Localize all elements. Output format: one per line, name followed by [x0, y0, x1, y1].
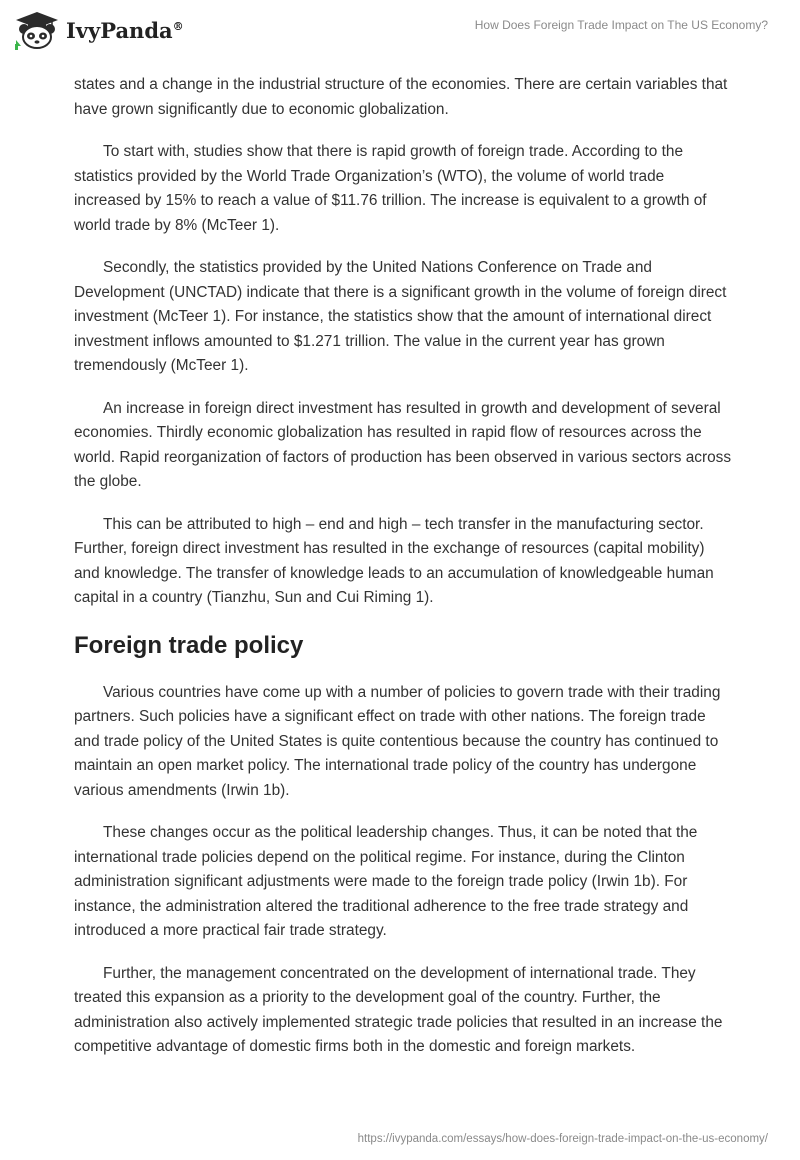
logo[interactable] [14, 10, 184, 50]
paragraph: To start with, studies show that there is rapid growth of foreign trade. According to the statistics provided by the World Trade Organization’s (WTO), the volume of world trade increased by 15% to reach a value of $11.76 trillion. The increase is equivalent to a growth of world trade by 8% (McTeer 1). [74, 143, 707, 234]
essay-body [74, 73, 734, 1078]
paragraph: An increase in foreign direct investment has resulted in growth and development of several economies. Thirdly economic globalization has resulted in rapid flow of resources across the world. Rapid reorganization of factors of production has been observed in various sectors across the globe. [74, 399, 732, 490]
panda-logo-icon [14, 10, 60, 50]
paragraph: Secondly, the statistics provided by the United Nations Conference on Trade and Development (UNCTAD) indicate that there is a significant growth in the volume of foreign direct investment (McTeer 1). For instance, the statistics show that the amount of international direct investment inflows amounted to $1.271 trillion. The value in the current year has grown tremendously (McTeer 1). [74, 259, 727, 374]
logo-text: IvyPanda® [66, 17, 184, 43]
paragraph: Various countries have come up with a number of policies to govern trade with their trading partners. Such policies have a significant effect on trade with other nations. The foreign trade and trade policy of the United States is quite contentious because the country has continued to maintain an open market policy. The international trade policy of the country has undergone various amendments (Irwin 1b). [74, 683, 721, 799]
document-title: How Does Foreign Trade Impact on The US Economy? [474, 18, 768, 32]
paragraph: states and a change in the industrial structure of the economies. There are certain variables that have grown significantly due to economic globalization. [74, 76, 728, 118]
paragraph: Further, the management concentrated on the development of international trade. They treated this expansion as a priority to the development goal of the country. Further, the administration also actively implemented strategic trade policies that resulted in an increase the competitive advantage of domestic firms both in the domestic and foreign markets. [74, 964, 723, 1055]
paragraph: This can be attributed to high – end and high – tech transfer in the manufacturing sector. Further, foreign direct investment has resulted in the exchange of resources (capital mobility) and knowledge. The transfer of knowledge leads to an accumulation of knowledgeable human capital in a country (Tianzhu, Sun and Cui Riming 1). [74, 515, 714, 606]
source-url[interactable]: https://ivypanda.com/essays/how-does-foreign-trade-impact-on-the-us-economy/ [357, 1133, 768, 1145]
page-header [0, 0, 800, 72]
section-heading: Foreign trade policy [74, 631, 304, 659]
paragraph: These changes occur as the political leadership changes. Thus, it can be noted that the international trade policies depend on the political regime. For instance, during the Clinton administration significant adjustments were made to the foreign trade policy (Irwin 1b). For instance, the administration altered the traditional adherence to the free trade strategy and introduced a more practical fair trade strategy. [74, 824, 698, 939]
